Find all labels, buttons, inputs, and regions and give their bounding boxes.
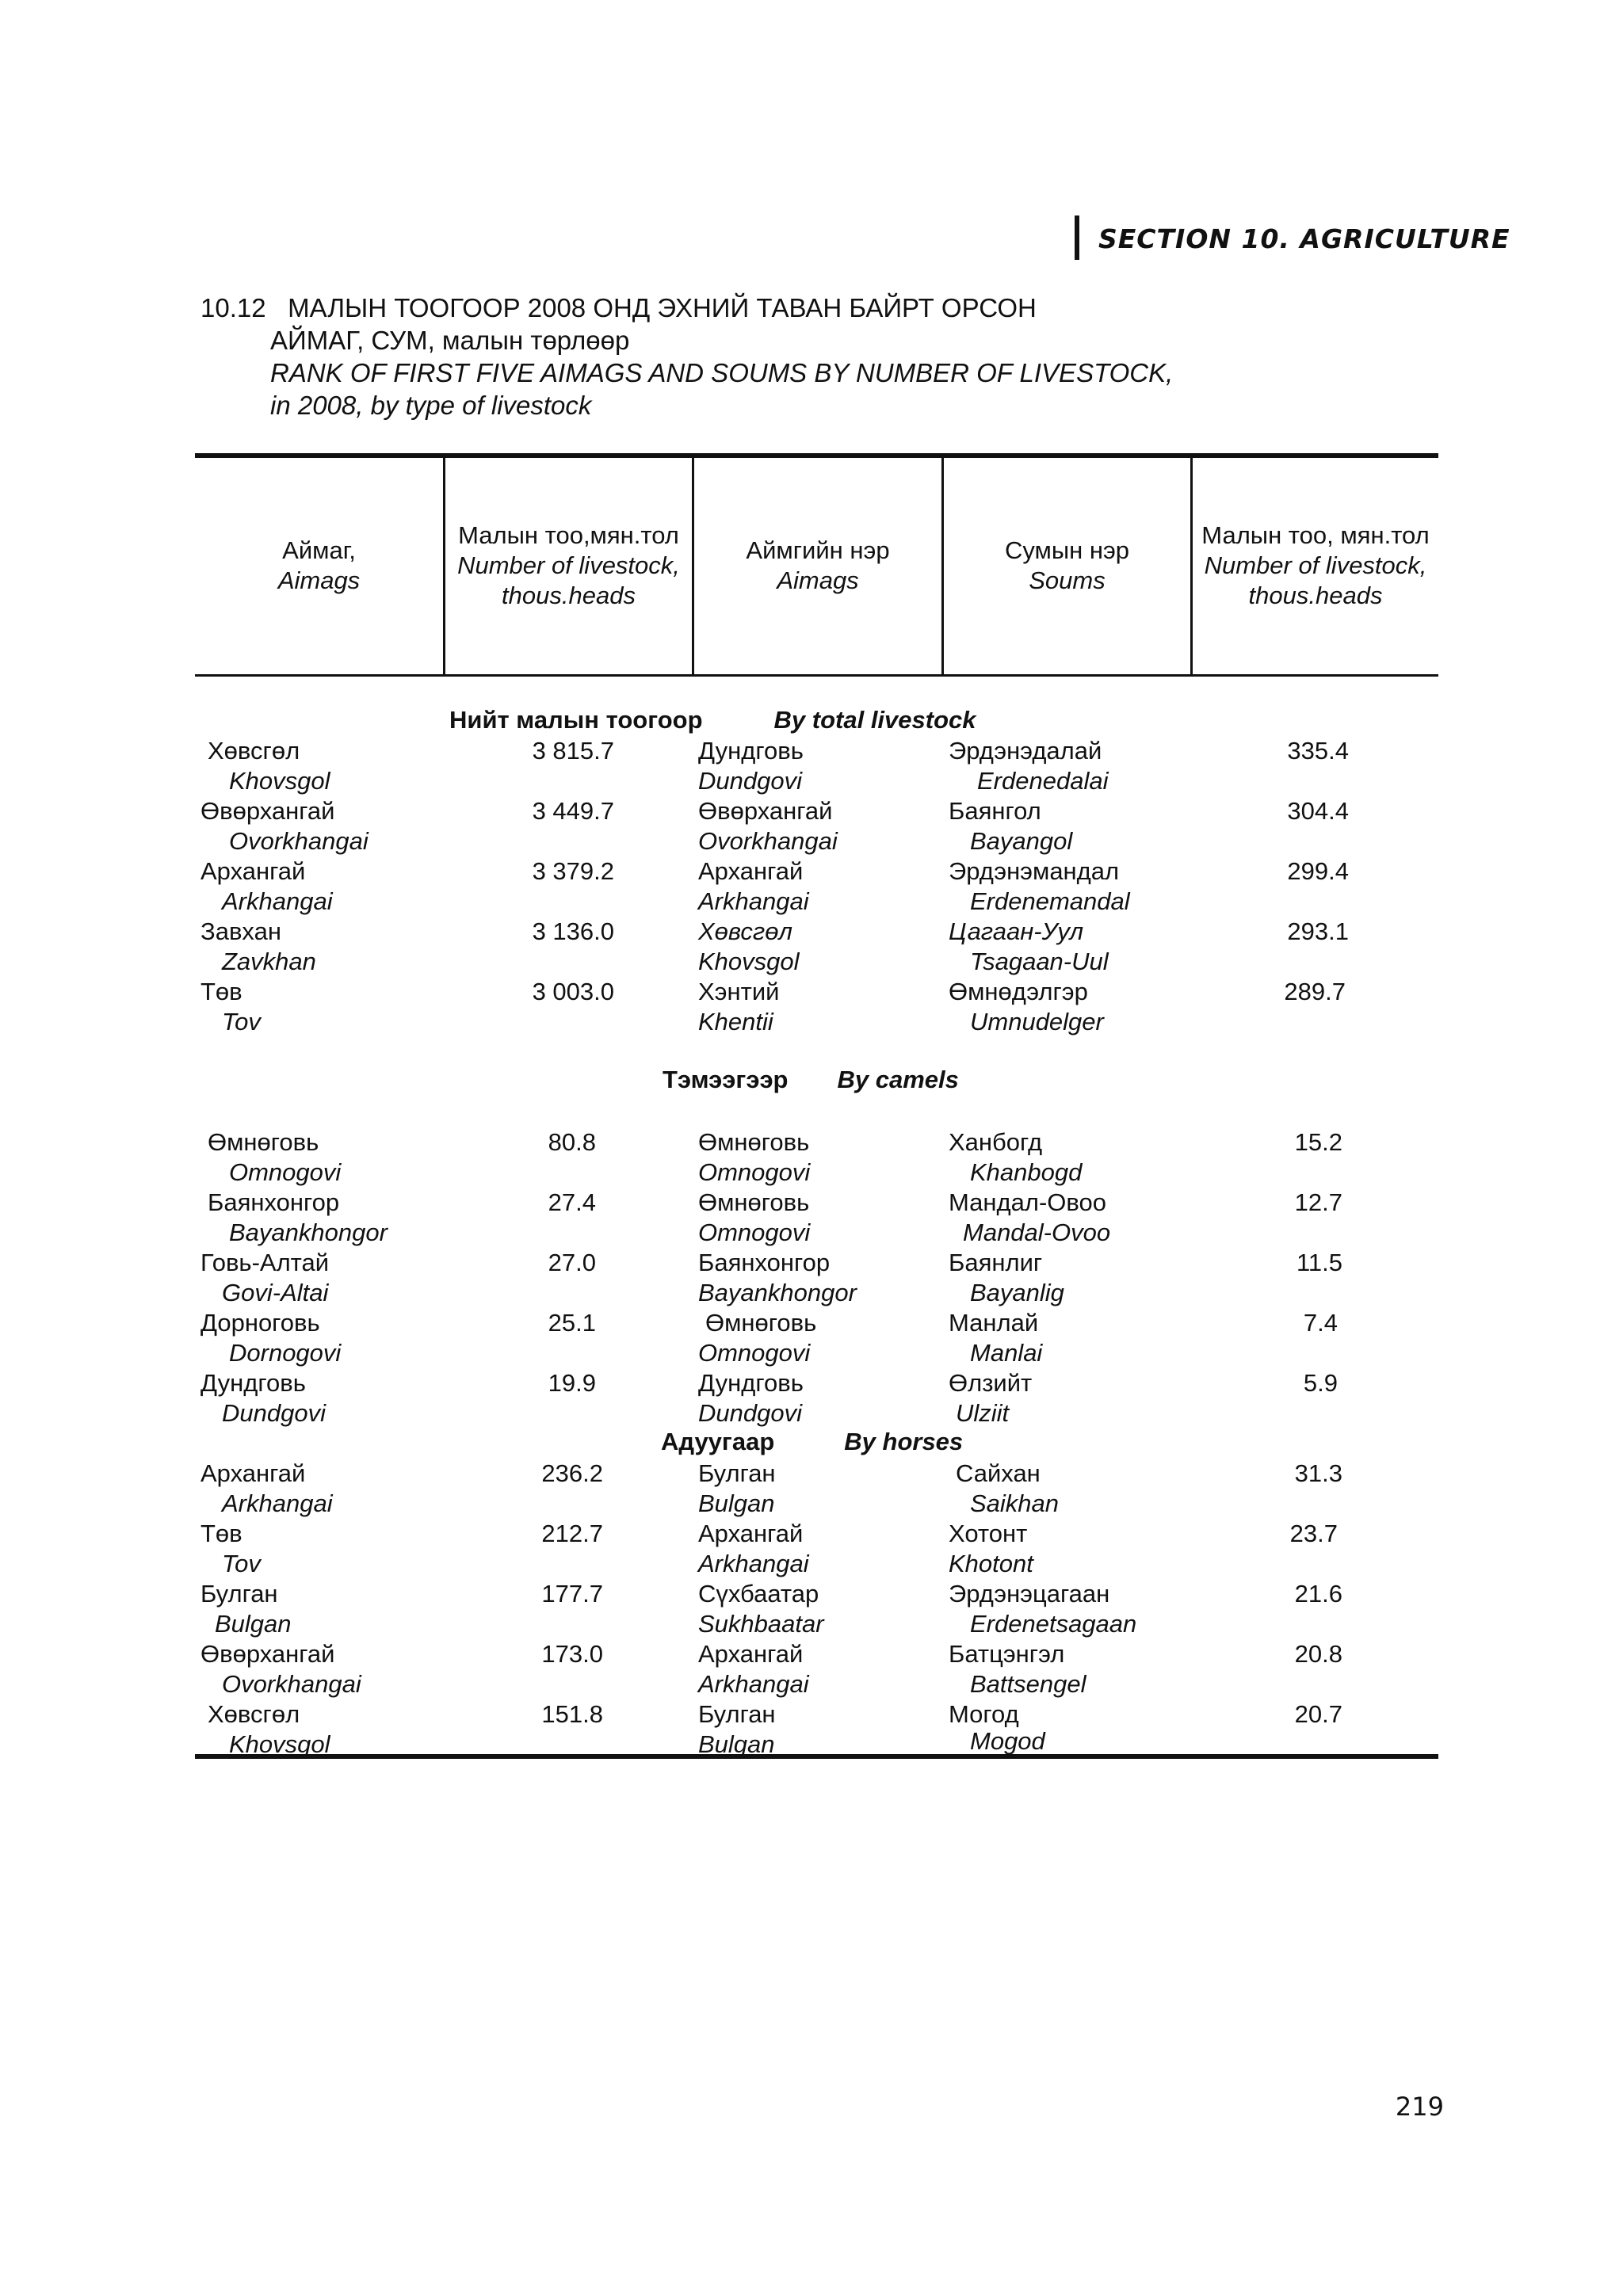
soum-name-mn: Эрдэнэдалай — [949, 737, 1102, 765]
aimag-livestock-value: 151.8 — [541, 1700, 603, 1728]
column-header-label-en: thous.heads — [502, 582, 636, 609]
soum-aimag-name-en: Arkhangai — [698, 1550, 809, 1577]
table-row — [0, 1127, 1623, 1188]
soum-livestock-value: 335.4 — [1287, 737, 1349, 765]
soum-name-mn: Баянлиг — [949, 1249, 1043, 1276]
soum-name-mn: Эрдэнэцагаан — [949, 1580, 1110, 1608]
title-en-line1: RANK OF FIRST FIVE AIMAGS AND SOUMS BY NUMBER OF LIVESTOCK, — [270, 358, 1174, 387]
soum-aimag-name-mn: Булган — [698, 1700, 776, 1728]
soum-name-mn: Баянгол — [949, 797, 1041, 825]
column-header-label-en: Number of livestock, — [457, 551, 680, 579]
aimag-name-en: Omnogovi — [229, 1158, 342, 1186]
aimag-name-en: Bayankhongor — [229, 1219, 388, 1246]
soum-name-mn: Ханбогд — [949, 1128, 1043, 1156]
aimag-livestock-value: 173.0 — [541, 1640, 603, 1668]
column-header-soum — [944, 456, 1190, 676]
table-row — [0, 856, 1623, 917]
soum-name-en: Manlai — [970, 1339, 1043, 1367]
soum-aimag-name-mn: Баянхонгор — [698, 1249, 831, 1276]
section-title-en: By horses — [844, 1428, 964, 1455]
column-header-label-en: Soums — [1029, 566, 1106, 594]
column-header-label: Аймгийн нэр — [746, 536, 890, 564]
soum-aimag-name-mn: Архангай — [698, 857, 804, 885]
soum-name-mn: Өмнөдэлгэр — [949, 978, 1088, 1005]
aimag-name-en: Khovsgol — [229, 1730, 330, 1758]
aimag-name-en: Arkhangai — [222, 1489, 333, 1517]
table-number: 10.12 — [200, 293, 266, 322]
soum-aimag-name-mn: Өмнөговь — [698, 1188, 810, 1216]
aimag-name-mn: Завхан — [200, 917, 281, 945]
aimag-name-mn: Хөвсгөл — [208, 1700, 300, 1728]
soum-livestock-value: 7.4 — [1303, 1309, 1338, 1337]
aimag-name-mn: Төв — [200, 978, 242, 1005]
soum-aimag-name-mn: Дундговь — [698, 737, 804, 765]
page-number: 219 — [1395, 2092, 1444, 2122]
soum-aimag-name-en: Arkhangai — [698, 887, 809, 915]
aimag-name-mn: Дундговь — [200, 1369, 306, 1397]
aimag-name-en: Tov — [222, 1550, 261, 1577]
aimag-name-en: Ovorkhangai — [229, 827, 369, 855]
soum-name-en: Erdenedalai — [977, 767, 1109, 795]
soum-aimag-name-mn: Хэнтий — [698, 978, 780, 1005]
soum-name-en: Mogod — [970, 1727, 1045, 1755]
title-en-line2: in 2008, by type of livestock — [270, 391, 592, 420]
soum-aimag-name-mn: Өмнөговь — [705, 1309, 817, 1337]
soum-aimag-name-en: Arkhangai — [698, 1670, 809, 1698]
soum-name-mn: Цагаан-Уул — [949, 917, 1084, 945]
soum-aimag-name-mn: Өмнөговь — [698, 1128, 810, 1156]
aimag-name-en: Ovorkhangai — [222, 1670, 361, 1698]
table-row — [0, 917, 1623, 977]
aimag-livestock-value: 3 449.7 — [532, 797, 614, 825]
title-mn-line1: МАЛЫН ТООГООР 2008 ОНД ЭХНИЙ ТАВАН БАЙРТ ОРСОН — [288, 293, 1037, 322]
column-header-aimag-name — [694, 456, 941, 676]
aimag-name-mn: Булган — [200, 1580, 278, 1608]
section-header-bar — [1075, 215, 1079, 260]
table-row — [0, 1308, 1623, 1368]
table-row — [0, 1248, 1623, 1308]
aimag-name-mn: Архангай — [200, 857, 306, 885]
table-row — [0, 1188, 1623, 1248]
soum-name-en: Bayangol — [970, 827, 1073, 855]
column-header-aimag — [195, 456, 443, 676]
soum-aimag-name-en: Omnogovi — [698, 1158, 811, 1186]
table-row — [0, 736, 1623, 796]
section-title-mn: Адуугаар — [661, 1428, 775, 1455]
title-mn-line2: АЙМАГ, СУМ, малын төрлөөр — [270, 326, 630, 355]
column-header-label-en: Aimags — [277, 566, 361, 594]
aimag-name-mn: Говь-Алтай — [200, 1249, 330, 1276]
column-header-soum-livestock — [1193, 456, 1438, 676]
soum-aimag-name-mn: Архангай — [698, 1640, 804, 1668]
aimag-livestock-value: 3 379.2 — [532, 857, 614, 885]
title-line-mn-1 — [200, 292, 1468, 324]
soum-aimag-name-en: Dundgovi — [698, 767, 802, 795]
soum-aimag-name-mn: Өвөрхангай — [698, 797, 833, 825]
table-row — [0, 1639, 1623, 1699]
aimag-livestock-value: 3 815.7 — [532, 737, 614, 765]
soum-livestock-value: 20.8 — [1294, 1640, 1342, 1668]
aimag-livestock-value: 25.1 — [548, 1309, 596, 1337]
aimag-livestock-value: 27.4 — [548, 1188, 596, 1216]
aimag-livestock-value: 3 003.0 — [532, 978, 614, 1005]
aimag-livestock-value: 80.8 — [548, 1128, 596, 1156]
soum-livestock-value: 21.6 — [1294, 1580, 1342, 1608]
aimag-livestock-value: 212.7 — [541, 1520, 603, 1547]
soum-aimag-name-en: Khovsgol — [698, 948, 800, 975]
aimag-livestock-value: 3 136.0 — [532, 917, 614, 945]
aimag-name-mn: Өвөрхангай — [200, 797, 335, 825]
soum-livestock-value: 31.3 — [1294, 1459, 1342, 1487]
column-header-label: Малын тоо, мян.тол — [1201, 521, 1430, 549]
aimag-name-en: Khovsgol — [229, 767, 330, 795]
column-header-label-en: Number of livestock, — [1204, 551, 1427, 579]
soum-aimag-name-en: Omnogovi — [698, 1339, 811, 1367]
column-header-aimag-livestock — [445, 456, 692, 676]
soum-livestock-value: 293.1 — [1287, 917, 1349, 945]
aimag-name-mn: Өвөрхангай — [200, 1640, 335, 1668]
aimag-livestock-value: 19.9 — [548, 1369, 596, 1397]
section-title-horses — [661, 1428, 963, 1456]
column-header-label: Аймаг, — [282, 536, 356, 564]
aimag-livestock-value: 177.7 — [541, 1580, 603, 1608]
soum-name-en: Khotont — [949, 1550, 1033, 1577]
column-header-label-en: thous.heads — [1248, 582, 1383, 609]
soum-aimag-name-mn: Сүхбаатар — [698, 1580, 819, 1608]
soum-aimag-name-mn: Булган — [698, 1459, 776, 1487]
column-header-label: Сумын нэр — [1004, 536, 1130, 564]
aimag-name-en: Arkhangai — [222, 887, 333, 915]
soum-aimag-name-en: Dundgovi — [698, 1399, 802, 1427]
aimag-name-mn: Архангай — [200, 1459, 306, 1487]
soum-livestock-value: 299.4 — [1287, 857, 1349, 885]
table-row — [0, 1368, 1623, 1428]
soum-livestock-value: 5.9 — [1303, 1369, 1338, 1397]
aimag-name-en: Dornogovi — [229, 1339, 342, 1367]
soum-aimag-name-mn: Хөвсгөл — [698, 917, 792, 945]
aimag-name-en: Zavkhan — [222, 948, 316, 975]
soum-aimag-name-mn: Архангай — [698, 1520, 804, 1547]
aimag-name-mn: Өмнөговь — [208, 1128, 319, 1156]
aimag-name-en: Dundgovi — [222, 1399, 326, 1427]
soum-name-en: Saikhan — [970, 1489, 1060, 1517]
aimag-name-mn: Дорноговь — [200, 1309, 320, 1337]
table-row — [0, 1459, 1623, 1519]
table-row — [0, 1699, 1623, 1760]
soum-name-mn: Сайхан — [956, 1459, 1041, 1487]
soum-livestock-value: 11.5 — [1296, 1249, 1342, 1276]
soum-name-en: Khanbogd — [970, 1158, 1083, 1186]
aimag-name-en: Govi-Altai — [222, 1279, 329, 1306]
aimag-livestock-value: 236.2 — [541, 1459, 603, 1487]
soum-name-en: Umnudelger — [970, 1008, 1104, 1035]
section-title: SECTION 10. AGRICULTURE — [1098, 223, 1510, 254]
section-title-mn: Нийт малын тоогоор — [449, 706, 703, 734]
soum-livestock-value: 304.4 — [1287, 797, 1349, 825]
section-title-en: By total livestock — [773, 706, 976, 734]
aimag-name-en: Tov — [222, 1008, 261, 1035]
soum-livestock-value: 12.7 — [1294, 1188, 1342, 1216]
soum-name-en: Erdenemandal — [970, 887, 1130, 915]
soum-aimag-name-mn: Дундговь — [698, 1369, 804, 1397]
section-title-en: By camels — [837, 1066, 959, 1093]
soum-aimag-name-en: Khentii — [698, 1008, 773, 1035]
soum-name-en: Mandal-Ovoo — [963, 1219, 1111, 1246]
soum-name-en: Battsengel — [970, 1670, 1086, 1698]
section-title-mn: Тэмээгээр — [663, 1066, 789, 1093]
soum-livestock-value: 15.2 — [1294, 1128, 1342, 1156]
aimag-name-mn: Баянхонгор — [208, 1188, 340, 1216]
soum-aimag-name-en: Bulgan — [698, 1730, 775, 1758]
aimag-name-mn: Хөвсгөл — [208, 737, 300, 765]
table-row — [0, 977, 1623, 1037]
soum-name-mn: Хотонт — [949, 1520, 1028, 1547]
soum-name-mn: Батцэнгэл — [949, 1640, 1065, 1668]
table-title — [200, 292, 1468, 421]
soum-livestock-value: 289.7 — [1284, 978, 1346, 1005]
soum-name-mn: Манлай — [949, 1309, 1039, 1337]
soum-name-en: Erdenetsagaan — [970, 1610, 1137, 1638]
table-row — [0, 796, 1623, 856]
soum-aimag-name-en: Bayankhongor — [698, 1279, 857, 1306]
soum-name-en: Bayanlig — [970, 1279, 1064, 1306]
aimag-name-en: Bulgan — [215, 1610, 292, 1638]
section-title-total — [449, 706, 976, 734]
column-header-label: Малын тоо,мян.тол — [458, 521, 679, 549]
soum-name-mn: Могод — [949, 1700, 1019, 1728]
aimag-livestock-value: 27.0 — [548, 1249, 596, 1276]
soum-aimag-name-en: Sukhbaatar — [698, 1610, 824, 1638]
soum-aimag-name-en: Bulgan — [698, 1489, 775, 1517]
soum-aimag-name-en: Omnogovi — [698, 1219, 811, 1246]
section-title-camels — [663, 1066, 959, 1094]
soum-aimag-name-en: Ovorkhangai — [698, 827, 838, 855]
aimag-name-mn: Төв — [200, 1520, 242, 1547]
table-row — [0, 1519, 1623, 1579]
table-row — [0, 1579, 1623, 1639]
soum-name-en: Tsagaan-Uul — [970, 948, 1109, 975]
soum-livestock-value: 20.7 — [1294, 1700, 1342, 1728]
soum-name-mn: Өлзийт — [949, 1369, 1033, 1397]
column-header-label-en: Aimags — [777, 566, 859, 594]
soum-name-mn: Эрдэнэмандал — [949, 857, 1120, 885]
section-header — [1075, 215, 1510, 261]
soum-name-mn: Мандал-Овоо — [949, 1188, 1106, 1216]
soum-livestock-value: 23.7 — [1289, 1520, 1338, 1547]
soum-name-en: Ulziit — [956, 1399, 1010, 1427]
